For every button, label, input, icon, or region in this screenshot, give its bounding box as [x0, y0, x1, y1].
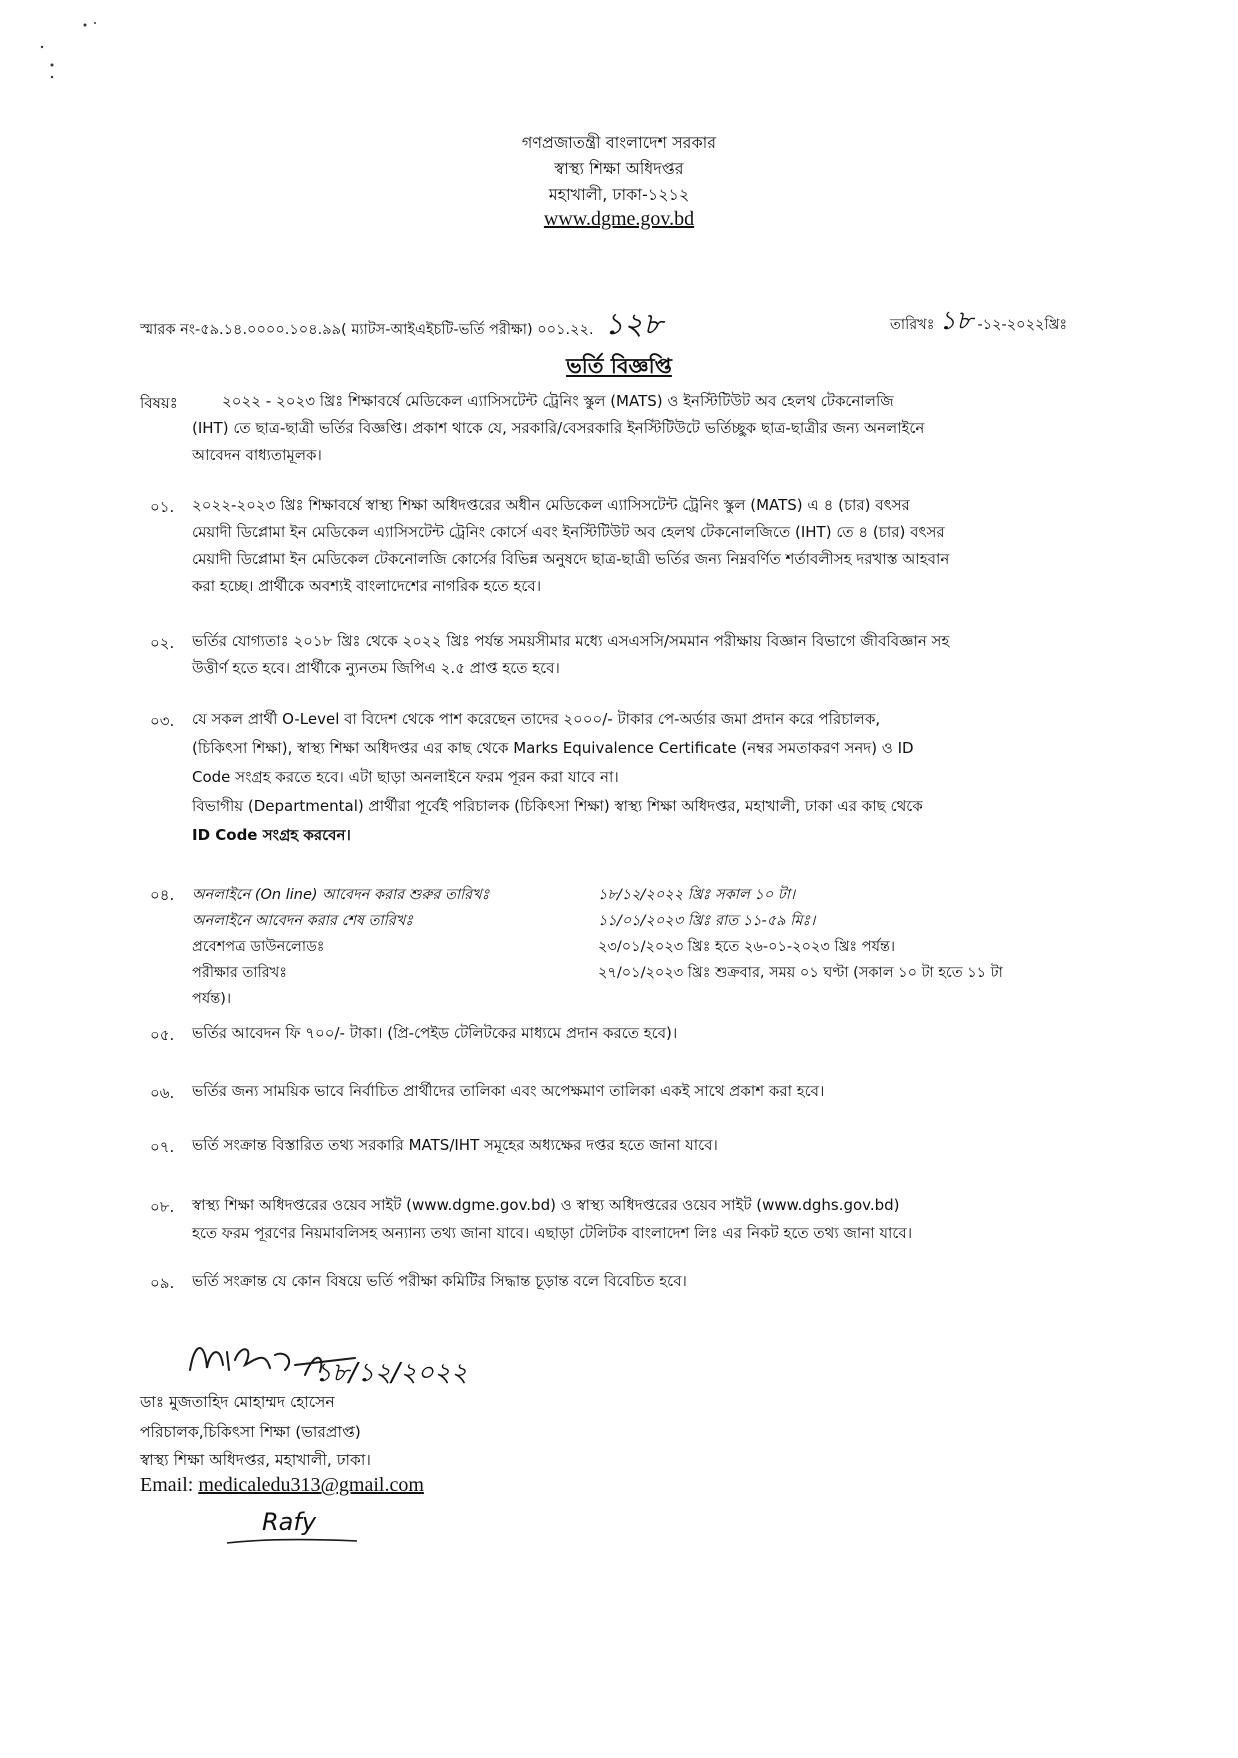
subject-line-3: আবেদন বাধ্যতামূলক।: [192, 446, 322, 464]
schedule-admit-value: ২৩/০১/২০২৩ খ্রিঃ হতে ২৬-০১-২০২৩ খ্রিঃ পর্যন্ত।: [598, 939, 896, 955]
item-07-line-1: ভর্তি সংক্রান্ত বিস্তারিত তথ্য সরকারি MATS/IHT সমূহের অধ্যক্ষের দপ্তর হতে জানা যাবে।: [192, 1136, 718, 1154]
initials-underline: [222, 1535, 362, 1549]
notice-title: [0, 350, 1238, 385]
item-03-line-5: ID Code সংগ্রহ করবেন।: [192, 826, 351, 844]
item-09-line-1: ভর্তি সংক্রান্ত যে কোন বিষয়ে ভর্তি পরীক্ষা কমিটির সিদ্ধান্ত চূড়ান্ত বলে বিবেচিত হবে।: [192, 1272, 687, 1290]
item-03-line-4: বিভাগীয় (Departmental) প্রার্থীরা পূর্বেই পরিচালক (চিকিৎসা শিক্ষা) স্বাস্থ্য শিক্ষা অধিদপ্তর, মহাখালী, ঢাকা এর কাছ থেকে: [192, 797, 923, 815]
signatory-email-line: [140, 1474, 424, 1497]
schedule-admit-label: প্রবেশপত্র ডাউনলোডঃ: [192, 939, 325, 955]
item-08-number: ০৮.: [150, 1198, 175, 1216]
signature-date-handwritten: ১৮/১২/২০২২: [315, 1358, 468, 1388]
item-01-line-2: মেয়াদী ডিপ্লোমা ইন মেডিকেল এ্যাসিসটেন্ট ট্রেনিং কোর্সে এবং ইনস্টিটিউট অব হেলথ টেকনোলজিতে (IHT) তে ৪ (চার) বৎসর: [192, 523, 945, 541]
item-01-line-4: করা হচ্ছে। প্রার্থীকে অবশ্যই বাংলাদেশের নাগরিক হতে হবে।: [192, 577, 542, 595]
item-06-line-1: ভর্তির জন্য সাময়িক ভাবে নির্বাচিত প্রার্থীদের তালিকা এবং অপেক্ষমাণ তালিকা একই সাথে প্রকাশ করা হবে।: [192, 1082, 825, 1100]
item-05-number: ০৫.: [150, 1026, 175, 1044]
item-02-line-2: উত্তীর্ণ হতে হবে। প্রার্থীকে ন্যুনতম জিপিএ ২.৫ প্রাপ্ত হতে হবে।: [192, 659, 560, 677]
email-link[interactable]: medicaledu313@gmail.com: [198, 1474, 424, 1496]
item-05-line-1: ভর্তির আবেদন ফি ৭০০/- টাকা। (প্রি-পেইড টেলিটকের মাধ্যমে প্রদান করতে হবে)।: [192, 1024, 678, 1042]
memo-date-handwritten: ১৮: [939, 306, 973, 336]
schedule-end-value: ১১/০১/২০২৩ খ্রিঃ রাত ১১-৫৯ মিঃ।: [598, 913, 816, 929]
office-address: মহাখালী, ঢাকা-১২১২: [548, 185, 690, 204]
govt-name: গণপ্রজাতন্ত্রী বাংলাদেশ সরকার: [521, 133, 717, 152]
schedule-end-label: অনলাইনে আবেদন করার শেষ তারিখঃ: [192, 913, 413, 929]
item-03-line-3: Code সংগ্রহ করতে হবে। এটা ছাড়া অনলাইনে ফরম পূরন করা যাবে না।: [192, 768, 619, 786]
memo-date-label: তারিখঃ: [890, 317, 935, 333]
notice-title-text: ভর্তি বিজ্ঞপ্তি: [566, 354, 672, 378]
header-website-link[interactable]: www.dgme.gov.bd: [543, 208, 695, 230]
item-09-number: ০৯.: [150, 1274, 175, 1292]
office-name: স্বাস্থ্য শিক্ষা অধিদপ্তর: [554, 159, 684, 178]
header-website[interactable]: [0, 208, 1238, 231]
item-02-number: ০২.: [150, 634, 175, 652]
schedule-exam-label: পরীক্ষার তারিখঃ: [192, 965, 287, 981]
email-label: Email:: [140, 1474, 194, 1496]
item-01-line-1: ২০২২-২০২৩ খ্রিঃ শিক্ষাবর্ষে স্বাস্থ্য শিক্ষা অধিদপ্তরের অধীন মেডিকেল এ্যাসিসটেন্ট ট্রেনিং স্কুল (MATS) এ ৪ (চার) বৎসর: [192, 496, 910, 514]
item-04-number: ০৪.: [150, 886, 175, 904]
item-03-number: ০৩.: [150, 712, 175, 730]
memo-ref-label: স্মারক নং-৫৯.১৪.০০০০.১০৪.৯৯( ম্যাটস-আইএইচটি-ভর্তি পরীক্ষা) ০০১.২২.: [140, 322, 594, 338]
item-01-line-3: মেয়াদী ডিপ্লোমা ইন মেডিকেল টেকনোলজি কোর্সের বিভিন্ন অনুষদে ছাত্র-ছাত্রী ভর্তির জন্য নিম্নবর্ণিত শর্তাবলীসহ দরখাস্ত আহবান: [192, 550, 950, 568]
signatory-designation: পরিচালক,চিকিৎসা শিক্ষা (ভারপ্রাপ্ত): [140, 1423, 361, 1441]
item-06-number: ০৬.: [150, 1084, 175, 1102]
schedule-start-value: ১৮/১২/২০২২ খ্রিঃ সকাল ১০ টা।: [598, 887, 796, 903]
memo-ref: [140, 300, 663, 351]
memo-date: [890, 300, 1067, 344]
item-01-number: ০১.: [150, 498, 175, 516]
schedule-exam-value: ২৭/০১/২০২৩ খ্রিঃ শুক্রবার, সময় ০১ ঘণ্টা (সকাল ১০ টা হতে ১১ টা: [598, 965, 1003, 981]
subject-label: বিষয়ঃ: [140, 394, 178, 412]
memo-ref-handwritten: ১২৮: [604, 307, 663, 342]
item-02-line-1: ভর্তির যোগ্যতাঃ ২০১৮ খ্রিঃ থেকে ২০২২ খ্রিঃ পর্যন্ত সময়সীমার মধ্যে এসএসসি/সমমান পরীক্ষায় বিজ্ঞান বিভাগে জীববিজ্ঞান সহ: [192, 632, 950, 650]
signatory-office: স্বাস্থ্য শিক্ষা অধিদপ্তর, মহাখালী, ঢাকা।: [140, 1451, 371, 1469]
subject-line-1: ২০২২ - ২০২৩ খ্রিঃ শিক্ষাবর্ষে মেডিকেল এ্যাসিসটেন্ট ট্রেনিং স্কুল (MATS) ও ইনস্টিটিউট অব হেলথ টেকনোলজি: [222, 392, 894, 410]
signatory-name: ডাঃ মুজতাহিদ মোহাম্মদ হোসেন: [140, 1393, 335, 1411]
scan-marks: [30, 15, 110, 85]
item-03-line-1: যে সকল প্রার্থী O-Level বা বিদেশ থেকে পাশ করেছেন তাদের ২০০০/- টাকার পে-অর্ডার জমা প্রদান করে পরিচালক,: [192, 710, 881, 728]
item-07-number: ০৭.: [150, 1138, 175, 1156]
subject-line-2: (IHT) তে ছাত্র-ছাত্রী ভর্তির বিজ্ঞপ্তি। প্রকাশ থাকে যে, সরকারি/বেসরকারি ইনস্টিটিউটে ভর্তিচ্ছুক ছাত্র-ছাত্রীর জন্য অনলাইনে: [192, 419, 925, 437]
item-08-line-2: হতে ফরম পূরণের নিয়মাবলিসহ অন্যান্য তথ্য জানা যাবে। এছাড়া টেলিটক বাংলাদেশ লিঃ এর নিকট হতে তথ্য জানা যাবে।: [192, 1224, 913, 1242]
item-08-line-1: স্বাস্থ্য শিক্ষা অধিদপ্তরের ওয়েব সাইট (www.dgme.gov.bd) ও স্বাস্থ্য অধিদপ্তরের ওয়েব সাইট (www.dghs.gov.bd): [192, 1196, 900, 1214]
schedule-start-label: অনলাইনে (On line) আবেদন করার শুরুর তারিখঃ: [192, 887, 490, 903]
memo-date-rest: -১২-২০২২খ্রিঃ: [977, 317, 1068, 333]
schedule-exam-tail: পর্যন্ত)।: [192, 991, 232, 1007]
initials-handwritten: Rafy: [262, 1508, 317, 1536]
item-03-line-2: (চিকিৎসা শিক্ষা), স্বাস্থ্য শিক্ষা অধিদপ্তর এর কাছ থেকে Marks Equivalence Certificate (নম্বর সমতাকরণ সনদ) ও ID: [192, 739, 914, 757]
